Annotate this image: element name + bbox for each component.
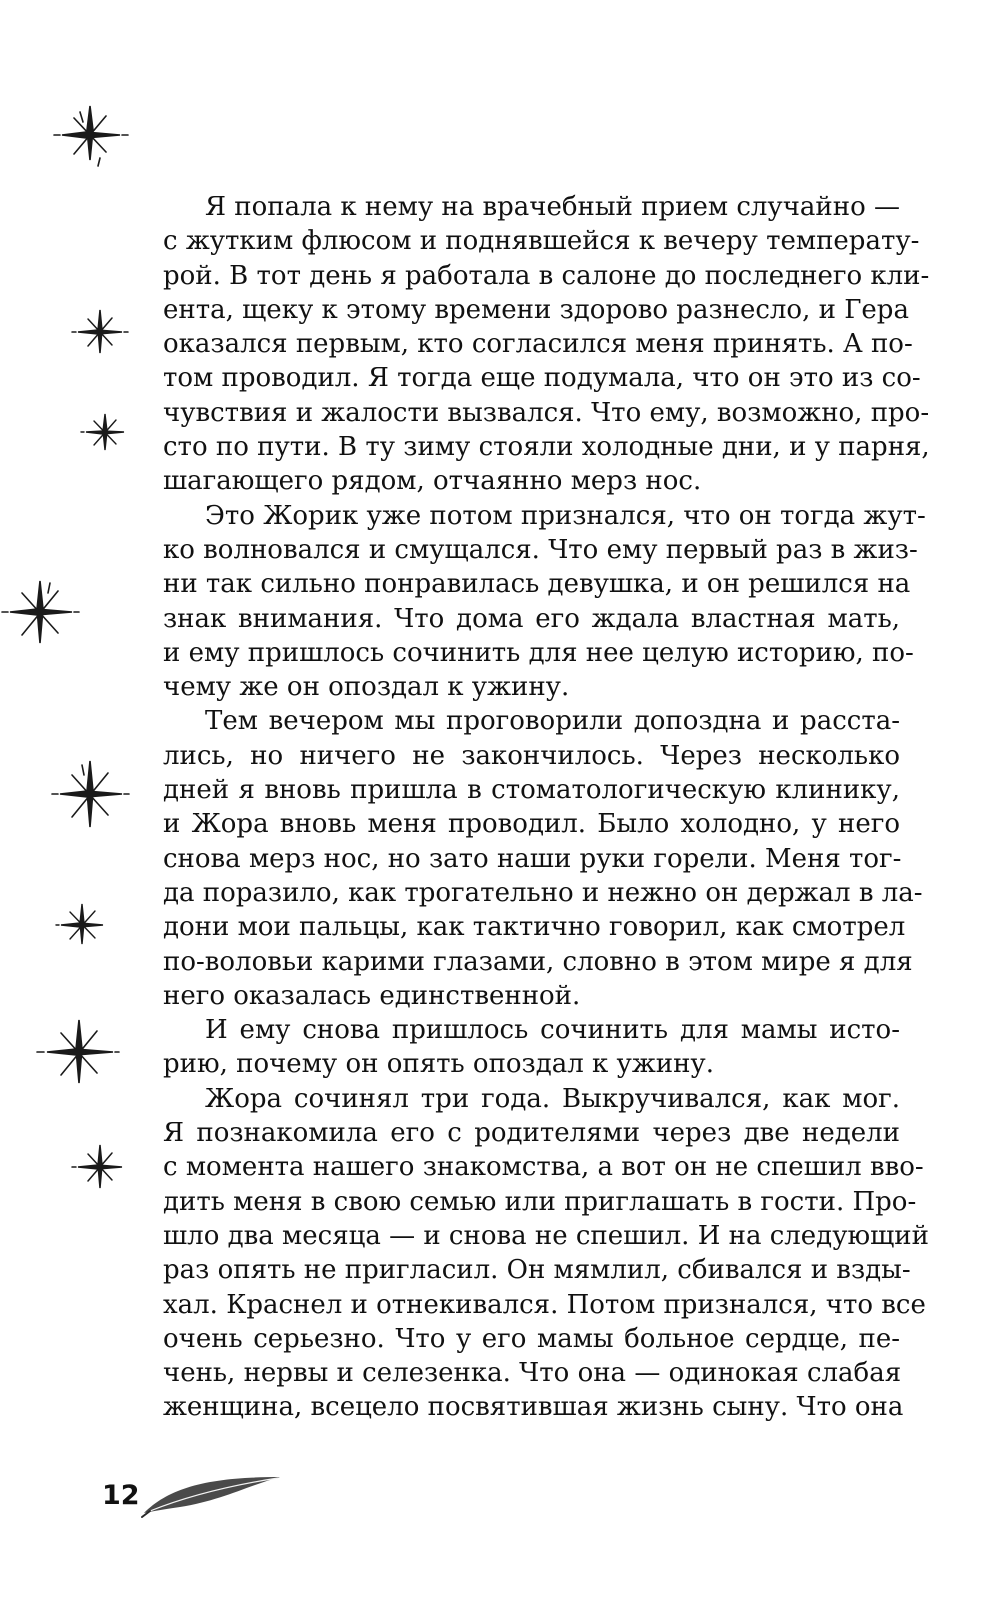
sparkle-icon <box>35 1015 120 1090</box>
text-line: том проводил. Я тогда еще подумала, что он это из со- <box>163 363 921 394</box>
text-line: ента, щеку к этому времени здорово разнесло, и Гера <box>163 294 909 325</box>
sparkle-icon <box>70 1140 130 1195</box>
text-line: Я попала к нему на врачебный прием случайно — <box>205 192 900 222</box>
text-line: дони мои пальцы, как тактично говорил, как смотрел <box>163 912 906 943</box>
body-text <box>163 190 930 1425</box>
text-line: Это Жорик уже потом признался, что он тогда жут- <box>205 500 926 531</box>
text-line: рой. В тот день я работала в салоне до последнего кли- <box>163 260 930 291</box>
text-line: очень серьезно. Что у его мамы больное сердце, пе- <box>163 1323 900 1354</box>
sparkle-icon <box>0 575 80 650</box>
text-line: женщина, всецело посвятившая жизнь сыну. Что она <box>163 1392 904 1423</box>
text-line: чувствия и жалости вызвался. Что ему, возможно, про- <box>163 397 930 428</box>
text-line: Я познакомила его с родителями через две недели <box>163 1118 900 1149</box>
text-line: шагающего рядом, отчаянно мерз нос. <box>163 466 702 497</box>
text-line: и Жора вновь меня проводил. Было холодно, у него <box>163 809 900 840</box>
text-line: шло два месяца — и снова не спешил. И на следующий <box>163 1220 929 1251</box>
paragraph <box>163 190 930 499</box>
text-line: Тем вечером мы проговорили допоздна и расста- <box>205 706 900 737</box>
text-line: чень, нервы и селезенка. Что она — одинокая слабая <box>163 1358 902 1389</box>
paragraph <box>163 1013 900 1082</box>
sparkle-icon <box>50 755 130 835</box>
paragraph <box>163 1082 929 1425</box>
feather-icon <box>140 1465 285 1520</box>
text-line: ко волновался и смущался. Что ему первый раз в жиз- <box>163 534 918 565</box>
text-line: рию, почему он опять опоздал к ужину. <box>163 1049 714 1080</box>
text-line: дней я вновь пришла в стоматологическую клинику, <box>163 775 900 806</box>
text-line: сто по пути. В ту зиму стояли холодные дни, и у парня, <box>163 432 930 463</box>
text-line: снова мерз нос, но зато наши руки горели. Меня тог- <box>163 843 902 874</box>
paragraph <box>163 499 926 705</box>
text-line: оказался первым, кто согласился меня принять. А по- <box>163 329 913 360</box>
text-line: раз опять не пригласил. Он мямлил, сбивался и взды- <box>163 1255 911 1286</box>
text-line: с жутким флюсом и поднявшейся к вечеру температу- <box>163 226 920 257</box>
text-line: Жора сочинял три года. Выкручивался, как мог. <box>205 1083 900 1114</box>
text-line: чему же он опоздал к ужину. <box>163 672 570 703</box>
text-line: лись, но ничего не закончилось. Через несколько <box>163 740 900 771</box>
text-line: знак внимания. Что дома его ждала властная мать, <box>163 603 900 634</box>
text-line: дить меня в свою семью или приглашать в гости. Про- <box>163 1186 917 1217</box>
text-line: него оказалась единственной. <box>163 980 581 1011</box>
text-line: с момента нашего знакомства, а вот он не спешил вво- <box>163 1152 924 1183</box>
text-line: по-воловьи карими глазами, словно в этом мире я для <box>163 946 913 977</box>
paragraph <box>163 704 923 1013</box>
text-line: и ему пришлось сочинить для нее целую историю, по- <box>163 637 914 668</box>
text-line: хал. Краснел и отнекивался. Потом признался, что все <box>163 1289 926 1320</box>
sparkle-icon <box>70 305 130 360</box>
sparkle-icon <box>55 900 110 950</box>
sparkle-icon <box>50 100 130 170</box>
text-line: ни так сильно понравилась девушка, и он решился на <box>163 569 911 600</box>
text-line: да поразило, как трогательно и нежно он держал в ла- <box>163 877 923 908</box>
sparkle-icon <box>80 410 130 456</box>
text-line: И ему снова пришлось сочинить для мамы исто- <box>205 1015 900 1046</box>
page-number: 12 <box>102 1480 140 1511</box>
